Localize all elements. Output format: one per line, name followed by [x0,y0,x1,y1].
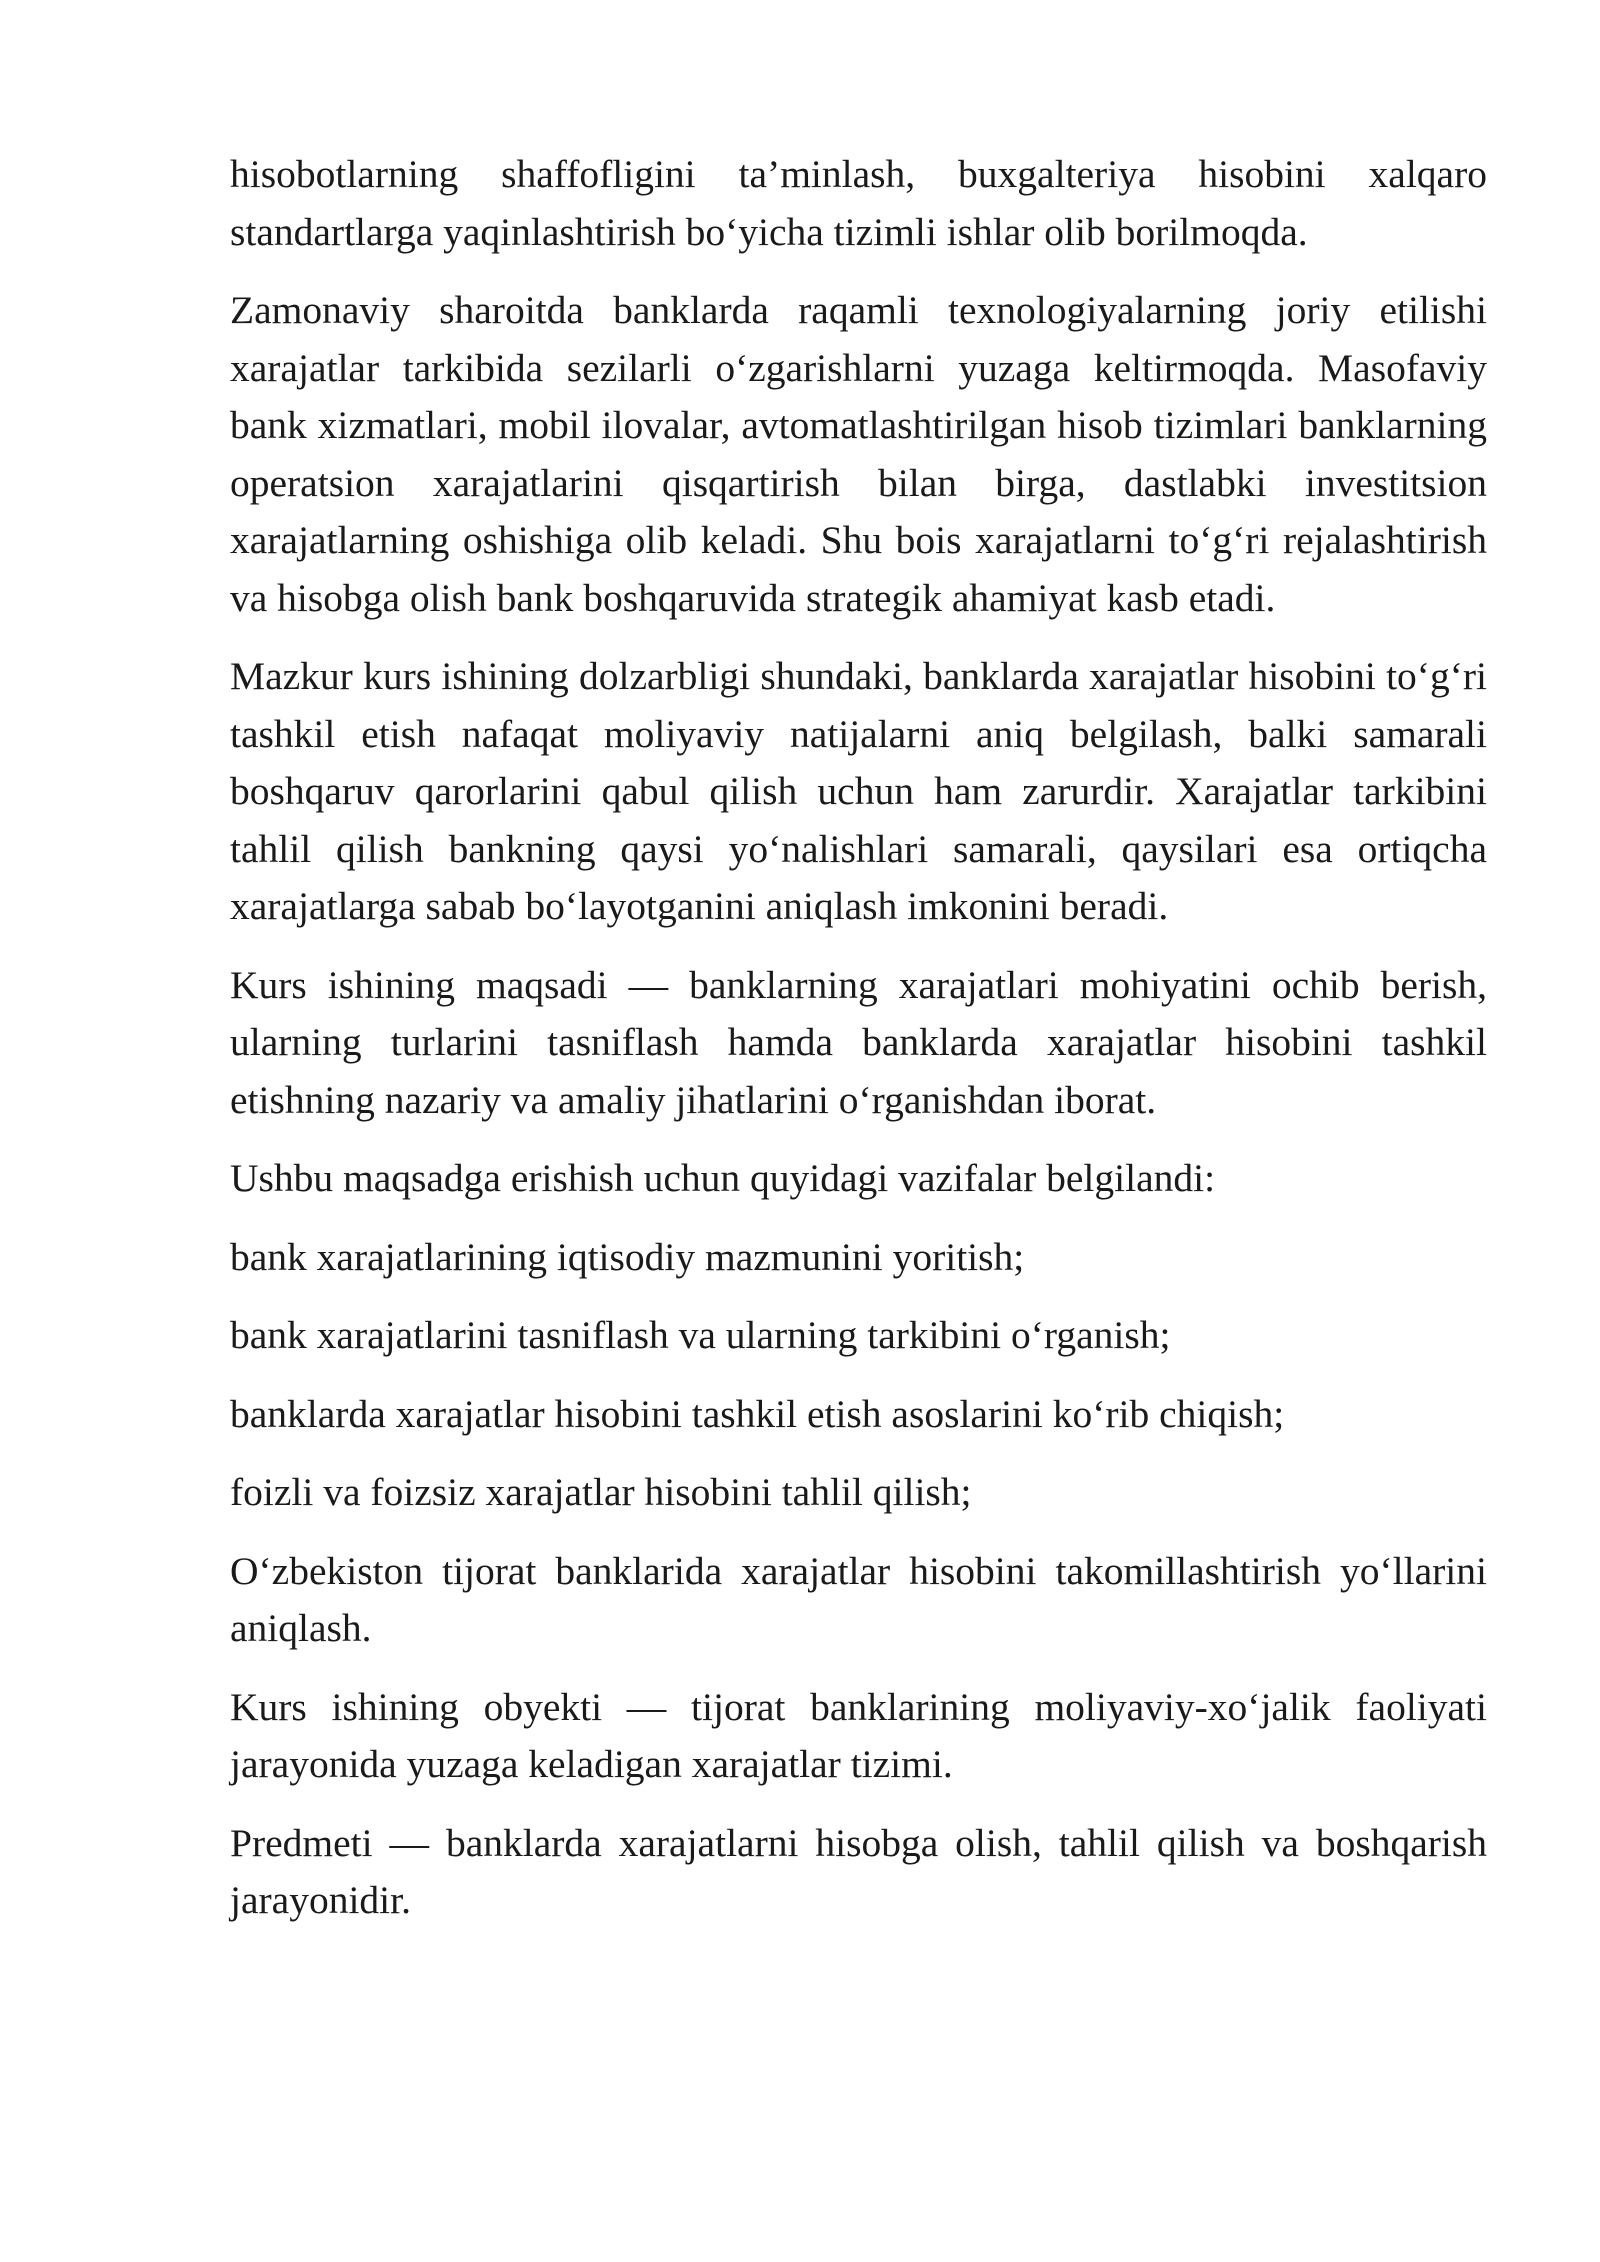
paragraph-reporting-transparency: hisobotlarning shaffofligini ta’minlash, buxgalteriya hisobini xalqaro standartlarga yaqinlashtirish bo‘yicha tizimli ishlar olib borilmoqda. [230,152,1487,254]
task-item: bank xarajatlarini tasniflash va ularning tarkibini o‘rganish; [230,1313,1171,1357]
paragraph-subject: Predmeti — banklarda xarajatlarni hisobga olish, tahlil qilish va boshqarish jarayonidir. [230,1820,1487,1922]
paragraph-object: Kurs ishining obyekti — tijorat banklarining moliyaviy-xo‘jalik faoliyati jarayonida yuzaga keladigan xarajatlar tizimi. [230,1684,1487,1786]
task-item: foizli va foizsiz xarajatlar hisobini tahlil qilish; [230,1470,972,1514]
paragraph-relevance: Mazkur kurs ishining dolzarbligi shundaki, banklarda xarajatlar hisobini to‘g‘ri tashkil etish nafaqat moliyaviy natijalarni aniq belgilash, balki samarali boshqaruv qarorlarini qabul qilish uchun ham zarurdir. Xarajatlar tarkibini tahlil qilish bankning qaysi yo‘nalishlari samarali, qaysilari esa ortiqcha xarajatlarga sabab bo‘layotganini aniqlash imkonini beradi. [230,654,1487,928]
task-item: O‘zbekiston tijorat banklarida xarajatlar hisobini takomillashtirish yo‘llarini aniqlash. [230,1548,1487,1650]
paragraph-digital-technologies: Zamonaviy sharoitda banklarda raqamli texnologiyalarning joriy etilishi xarajatlar tarkibida sezilarli o‘zgarishlarni yuzaga keltirmoqda. Masofaviy bank xizmatlari, mobil ilovalar, avtomatlashtirilgan hisob tizimlari banklarning operatsion xarajatlarini qisqartirish bilan birga, dastlabki investitsion xarajatlarning oshishiga olib keladi. Shu bois xarajatlarni to‘g‘ri rejalashtirish va hisobga olish bank boshqaruvida strategik ahamiyat kasb etadi. [230,288,1487,620]
document-body [230,146,1487,1951]
paragraph-goal: Kurs ishining maqsadi — banklarning xarajatlari mohiyatini ochib berish, ularning turlarini tasniflash hamda banklarda xarajatlar hisobini tashkil etishning nazariy va amaliy jihatlarini o‘rganishdan iborat. [230,962,1487,1122]
task-item: banklarda xarajatlar hisobini tashkil etish asoslarini ko‘rib chiqish; [230,1391,1285,1436]
paragraph-tasks-intro: Ushbu maqsadga erishish uchun quyidagi vazifalar belgilandi: [230,1156,1216,1200]
task-item: bank xarajatlarining iqtisodiy mazmunini yoritish; [230,1234,1025,1279]
